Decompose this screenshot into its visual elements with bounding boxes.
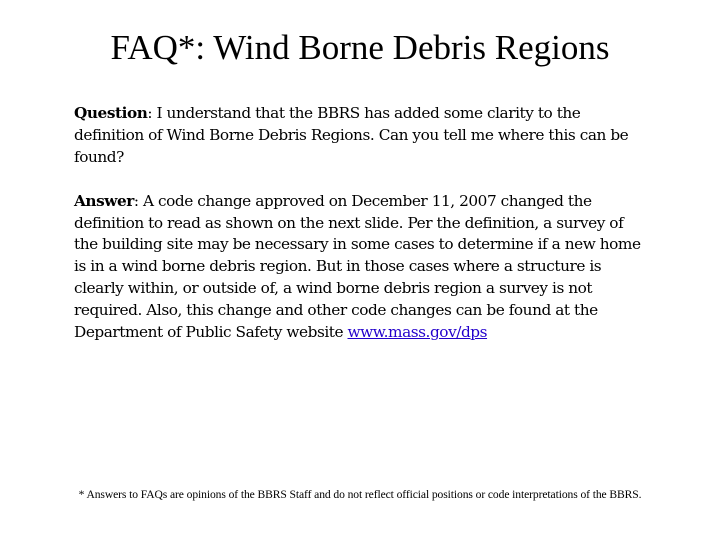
question-text: I understand that the BBRS has added some clarity to the definition of Wind Borne Debris Regions. Can you tell me where this can be found? — [74, 104, 629, 166]
question-paragraph — [74, 103, 644, 169]
faq-body — [74, 103, 644, 366]
question-label: Question — [74, 104, 148, 122]
slide-title: FAQ*: Wind Borne Debris Regions — [110, 28, 610, 67]
answer-label: Answer — [74, 191, 134, 210]
footnote: * Answers to FAQs are opinions of the BBRS Staff and do not reflect official positions or code interpretations of the BBRS. — [78, 488, 642, 501]
dps-website-link[interactable]: www.mass.gov/dps — [347, 323, 488, 342]
question-separator: : — [147, 104, 153, 122]
answer-separator: : — [133, 191, 139, 210]
answer-text: A code change approved on December 11, 2007 changed the definition to read as shown on the next slide. Per the definition, a survey of the building site may be necessary in some cases to determine if a new home is in a wind borne debris region. But in those cases where a structure is clearly within, or outside of, a wind borne debris region a survey is not required. Also, this change and other code changes can be found at the Department of Public Safety website — [74, 191, 641, 342]
answer-paragraph — [74, 191, 644, 344]
